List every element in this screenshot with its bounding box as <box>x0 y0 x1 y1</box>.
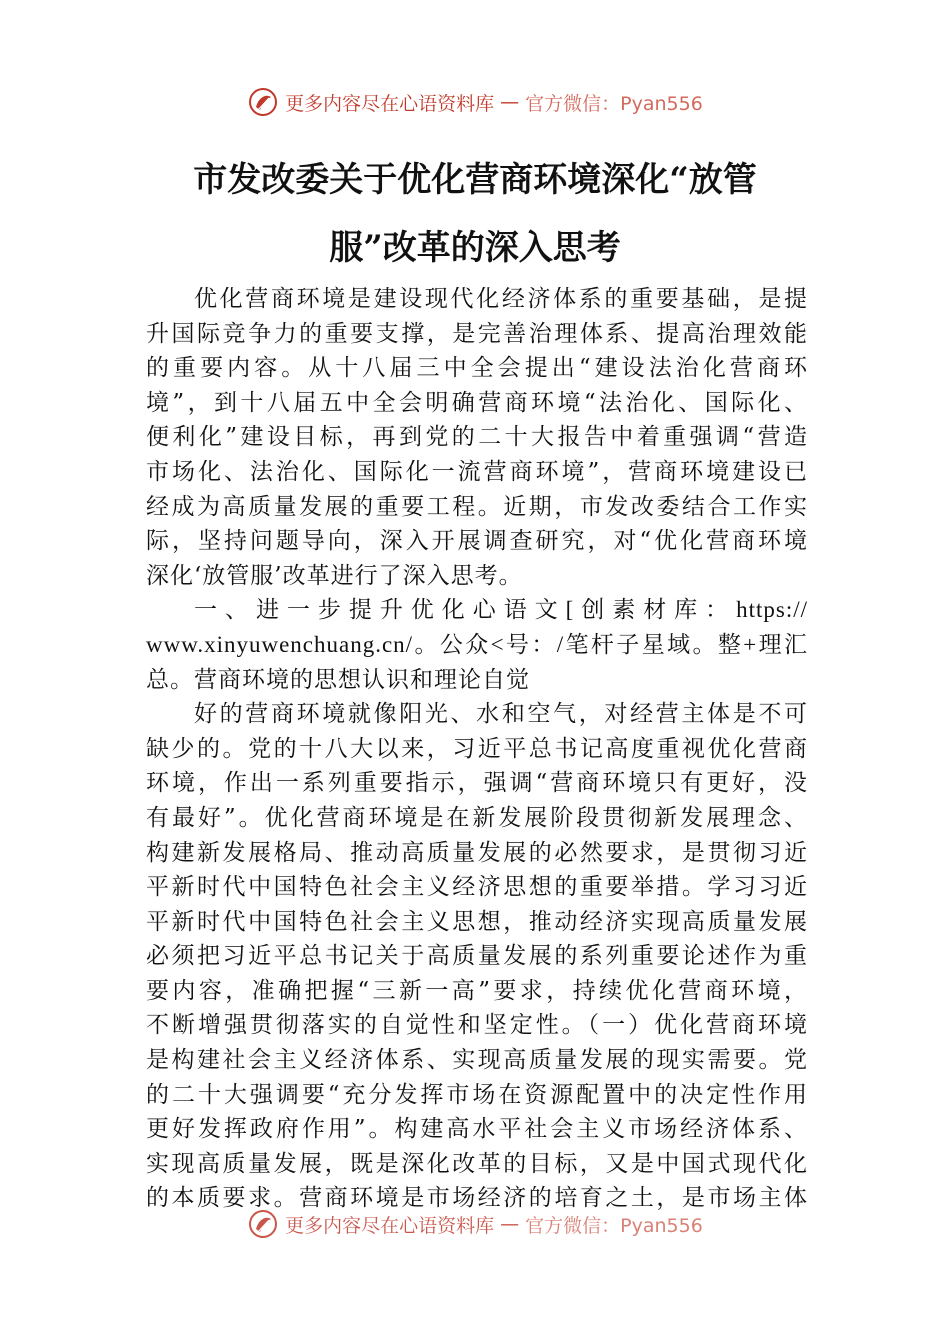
watermark-footer <box>0 1208 950 1240</box>
watermark-text: 更多内容尽在心语资料库 <box>285 1214 495 1237</box>
watermark-wechat: 官方微信：Pyan556 <box>525 1214 703 1237</box>
body-line: 必须把习近平总书记关于高质量发展的系列重要论述作为重 <box>146 943 808 970</box>
body-line: 是构建社会主义经济体系、实现高质量发展的现实需要。党 <box>146 1047 808 1074</box>
body-line: 的二十大强调要“充分发挥市场在资源配置中的决定性作用 <box>146 1081 808 1108</box>
body-line: 市场化、法治化、国际化一流营商环境”，营商环境建设已 <box>146 458 808 485</box>
brand-logo-icon <box>247 1208 279 1240</box>
body-line: 平新时代中国特色社会主义经济思想的重要举措。学习习近 <box>146 874 808 901</box>
body-line: 构建新发展格局、推动高质量发展的必然要求，是贯彻习近 <box>146 839 808 866</box>
body-line: 有最好”。优化营商环境是在新发展阶段贯彻新发展理念、 <box>146 804 808 831</box>
body-line: 深化‘放管服’改革进行了深入思考。 <box>146 562 523 589</box>
body-line: 的本质要求。营商环境是市场经济的培育之土，是市场主体 <box>146 1185 808 1212</box>
body-line: 经成为高质量发展的重要工程。近期，市发改委结合工作实 <box>146 493 808 520</box>
section-heading-line: 总。营商环境的思想认识和理论自觉 <box>146 666 530 693</box>
watermark-separator: — <box>500 91 520 113</box>
document-title-line-2: 服”改革的深入思考 <box>329 228 621 268</box>
watermark-separator: — <box>500 1213 520 1235</box>
body-line: 的重要内容。从十八届三中全会提出“建设法治化营商环 <box>146 355 808 382</box>
body-line: 缺少的。党的十八大以来，习近平总书记高度重视优化营商 <box>146 735 808 762</box>
body-line: 更好发挥政府作用”。构建高水平社会主义市场经济体系、 <box>146 1116 808 1143</box>
brand-logo-icon <box>247 86 279 118</box>
body-line: 际，坚持问题导向，深入开展调查研究，对“优化营商环境 <box>146 528 808 555</box>
body-line: 实现高质量发展，既是深化改革的目标，又是中国式现代化 <box>146 1150 808 1177</box>
body-line: 境”，到十八届五中全会明确营商环境“法治化、国际化、 <box>146 389 808 416</box>
document-body <box>146 282 808 1216</box>
body-line: 便利化”建设目标，再到党的二十大报告中着重强调“营造 <box>146 424 808 451</box>
body-line: 平新时代中国特色社会主义思想，推动经济实现高质量发展 <box>146 908 808 935</box>
watermark-text: 更多内容尽在心语资料库 <box>285 92 495 115</box>
watermark-wechat: 官方微信：Pyan556 <box>525 92 703 115</box>
body-line: 要内容，准确把握“三新一高”要求，持续优化营商环境， <box>146 977 808 1004</box>
body-line: 好的营商环境就像阳光、水和空气，对经营主体是不可 <box>194 701 808 728</box>
body-line: 升国际竞争力的重要支撑，是完善治理体系、提高治理效能 <box>146 320 808 347</box>
body-line: 不断增强贯彻落实的自觉性和坚定性。（一）优化营商环境 <box>146 1012 808 1039</box>
body-line: 环境，作出一系列重要指示，强调“营商环境只有更好，没 <box>146 770 808 797</box>
body-line: 优化营商环境是建设现代化经济体系的重要基础，是提 <box>194 286 808 312</box>
section-heading-line: 一、进一步提升优化心语文[创素材库：https:// <box>194 597 808 623</box>
watermark-header <box>0 86 950 118</box>
section-heading-line: www.xinyuwenchuang.cn/。公众<号：/笔杆子星域。整+理汇 <box>146 631 808 657</box>
document-title-line-1: 市发改委关于优化营商环境深化“放管 <box>193 160 757 200</box>
